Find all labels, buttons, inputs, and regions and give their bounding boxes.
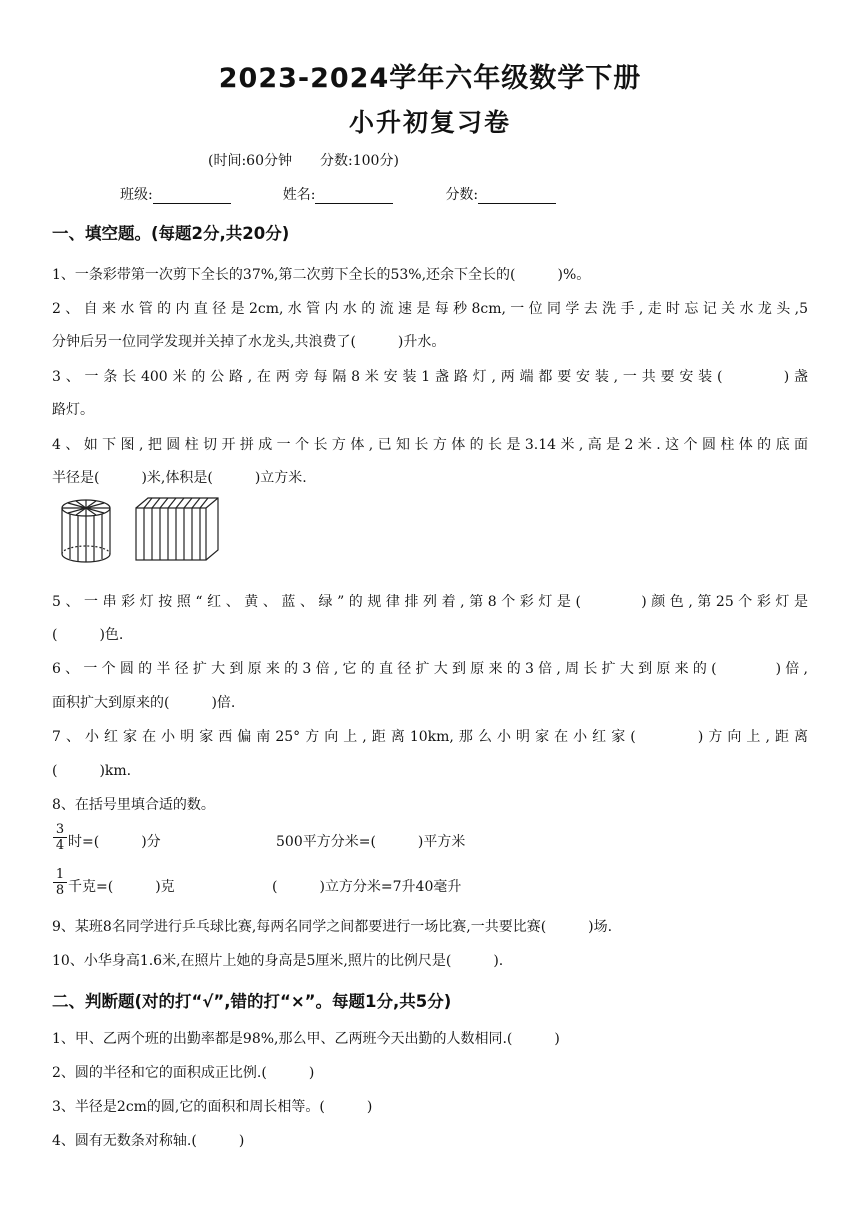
q9-line: 9、某班8名同学进行乒乓球比赛,每两名同学之间都要进行一场比赛,一共要比赛( )场. — [52, 919, 613, 935]
judge-item-1: 1、甲、乙两个班的出勤率都是98%,那么甲、乙两班今天出勤的人数相同.( ) — [52, 1031, 560, 1047]
judge-item-4: 4、圆有无数条对称轴.( ) — [52, 1133, 245, 1149]
name-field[interactable]: 姓名: — [283, 184, 394, 204]
q8-part2: 500平方分米=( )平方米 — [276, 834, 466, 850]
q10-line: 10、小华身高1.6米,在照片上她的身高是5厘米,照片的比例尺是( ). — [52, 953, 504, 969]
cylinder-figure — [62, 500, 110, 562]
q3-line2: 路灯。 — [52, 402, 94, 418]
score-field[interactable]: 分数: — [445, 184, 556, 204]
q4-line1: 4、如下图,把圆柱切开拼成一个长方体,已知长方体的长是3.14米,高是2米.这个圆柱体的底面 — [52, 437, 808, 453]
class-field[interactable]: 班级: — [120, 184, 231, 204]
q8-fraction-1: $\frac{3}{4}$ — [53, 822, 67, 853]
judge-item-2: 2、圆的半径和它的面积成正比例.( ) — [52, 1065, 315, 1081]
q8-part4: ( )立方分米=7升40毫升 — [272, 879, 462, 895]
q1-line: 1、一条彩带第一次剪下全长的37%,第二次剪下全长的53%,还余下全长的( )%。 — [52, 267, 591, 283]
q7-line2: ( )km. — [52, 763, 132, 779]
q6-line1: 6、一个圆的半径扩大到原来的3倍,它的直径扩大到原来的3倍,周长扩大到原来的( )倍, — [52, 661, 808, 677]
page-title: 2023-2024学年六年级数学下册 — [218, 63, 642, 94]
page-subtitle: 小升初复习卷 — [348, 108, 511, 137]
q8-part3: 千克=( )克 — [68, 879, 175, 895]
section2-heading: 二、判断题(对的打“√”,错的打“×”。每题1分,共5分) — [52, 992, 452, 1011]
section1-heading: 一、填空题。(每题2分,共20分) — [52, 224, 290, 243]
time-limit: (时间:60分钟 — [208, 153, 292, 169]
exam-time-info — [208, 150, 427, 170]
q4-figures — [56, 496, 226, 570]
name-blank[interactable] — [315, 189, 393, 204]
judge-item-3: 3、半径是2cm的圆,它的面积和周长相等。( ) — [52, 1099, 373, 1115]
class-blank[interactable] — [153, 189, 231, 204]
q8-line: 8、在括号里填合适的数。 — [52, 797, 215, 813]
q3-line1: 3、一条长400米的公路,在两旁每隔8米安装1盏路灯,两端都要安装,一共要安装( )盏 — [52, 369, 808, 385]
total-score: 分数:100分) — [320, 153, 399, 169]
q4-line2: 半径是( )米,体积是( )立方米. — [52, 470, 307, 486]
q2-line2: 分钟后另一位同学发现并关掉了水龙头,共浪费了( )升水。 — [52, 334, 446, 350]
q8-fraction-2: $\frac{1}{8}$ — [53, 867, 67, 898]
cylinder-cuboid-figure — [56, 496, 226, 566]
q6-line2: 面积扩大到原来的( )倍. — [52, 695, 236, 711]
q7-line1: 7、小红家在小明家西偏南25°方向上,距离10km,那么小明家在小红家( )方向上,距离 — [52, 729, 808, 745]
q8-part1: 时=( )分 — [68, 834, 161, 850]
student-info-row — [120, 184, 608, 204]
score-blank[interactable] — [478, 189, 556, 204]
q5-line1: 5、一串彩灯按照“红、黄、蓝、绿”的规律排列着,第8个彩灯是( )颜色,第25个彩灯是 — [52, 594, 808, 610]
q2-line1: 2、自来水管的内直径是2cm,水管内水的流速是每秒8cm,一位同学去洗手,走时忘记关水龙头,5 — [52, 301, 808, 317]
cuboid-figure — [136, 498, 218, 560]
q5-line2: ( )色. — [52, 627, 124, 643]
